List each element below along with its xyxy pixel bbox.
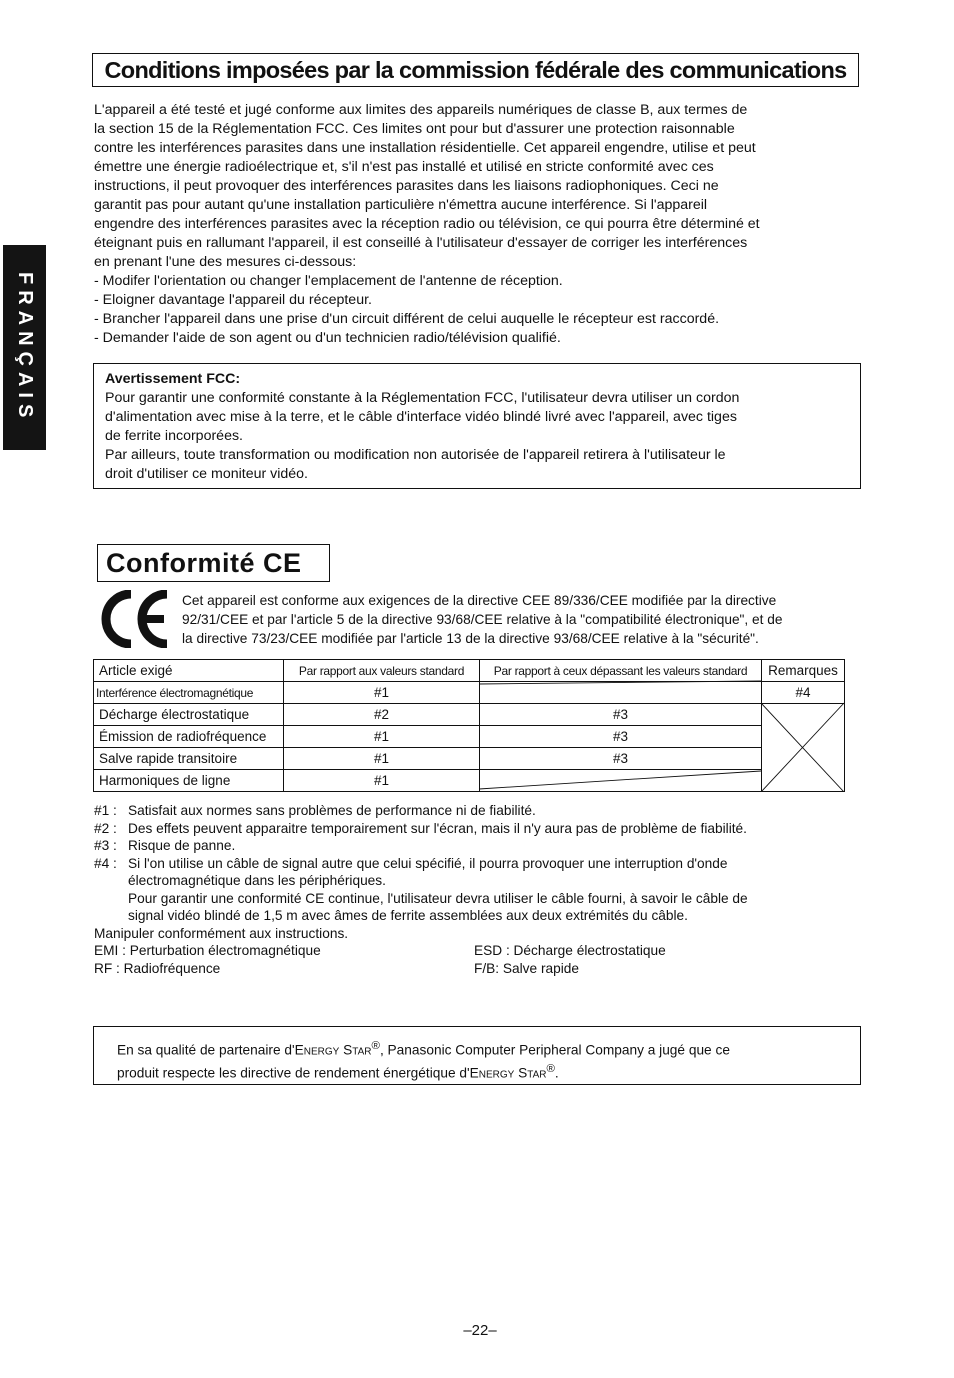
fcc-section-title: Conditions imposées par la commission fédérale des communications bbox=[92, 53, 859, 87]
table-cell-article: Décharge électrostatique bbox=[94, 704, 284, 726]
fcc-paragraph-line: garantit pas pour autant qu'une installation particulière n'émettra aucune interférence. Si l'appareil bbox=[94, 197, 708, 213]
fcc-measure-item: - Eloigner davantage l'appareil du récepteur. bbox=[94, 292, 372, 308]
table-cell-exceeding: #3 bbox=[480, 748, 762, 770]
note-continuation: électromagnétique dans les périphériques. bbox=[128, 873, 386, 888]
fcc-warning-line: Par ailleurs, toute transformation ou modification non autorisée de l'appareil retirera à l'utilisateur le bbox=[105, 447, 726, 463]
table-cell-article: Harmoniques de ligne bbox=[94, 770, 284, 792]
note-text: Si l'on utilise un câble de signal autre que celui spécifié, il pourra provoquer une interruption d'onde bbox=[128, 855, 728, 871]
table-cell-article: Émission de radiofréquence bbox=[94, 726, 284, 748]
note-text: Des effets peuvent apparaitre temporairement sur l'écran, mais il n'y aura pas de problème de fiabilité. bbox=[128, 820, 747, 836]
note-text: Satisfait aux normes sans problèmes de performance ni de fiabilité. bbox=[128, 803, 536, 818]
fcc-warning-line: droit d'utiliser ce moniteur vidéo. bbox=[105, 466, 309, 482]
table-cell-exceeding: #3 bbox=[480, 726, 762, 748]
table-cell-article: Interférence électromagnétique bbox=[94, 682, 284, 704]
energy-star-text: produit respecte les directive de rendement énergétique d' bbox=[117, 1065, 470, 1081]
table-cell-article: Salve rapide transitoire bbox=[94, 748, 284, 770]
fcc-paragraph-line: L'appareil a été testé et jugé conforme aux limites des appareils numériques de classe B, aux termes de bbox=[94, 102, 748, 118]
table-header-row bbox=[94, 660, 845, 682]
table-header-remarks: Remarques bbox=[762, 660, 845, 682]
abbreviation-row bbox=[94, 942, 864, 960]
table-cell-remarks: #4 bbox=[762, 682, 845, 704]
table-cell-remarks bbox=[762, 726, 845, 748]
table-cell-exceeding bbox=[480, 682, 762, 704]
ce-paragraph-line: Cet appareil est conforme aux exigences de la directive CEE 89/336/CEE modifiée par la directive bbox=[182, 593, 777, 608]
ce-mark-logo bbox=[97, 590, 175, 648]
fcc-warning-box bbox=[93, 363, 861, 489]
fcc-paragraph-line: éteignant puis en rallumant l'appareil, il est conseillé à l'utilisateur d'essayer de corriger les interférences bbox=[94, 235, 748, 251]
manipulate-note: Manipuler conformément aux instructions. bbox=[94, 925, 349, 941]
note-key: #2 : bbox=[94, 820, 117, 836]
energy-star-brand: Energy Star bbox=[294, 1042, 372, 1058]
table-row bbox=[94, 682, 845, 704]
energy-star-brand: Energy Star bbox=[469, 1065, 547, 1081]
table-row bbox=[94, 704, 845, 726]
note-item bbox=[94, 837, 864, 855]
energy-star-text: En sa qualité de partenaire d' bbox=[117, 1042, 295, 1058]
energy-star-line bbox=[117, 1060, 860, 1083]
fcc-paragraph-line: la section 15 de la Réglementation FCC. Ces limites ont pour but d'assurer une protection raisonnable bbox=[94, 121, 735, 137]
fcc-measure-item: - Brancher l'appareil dans une prise d'un circuit différent de celui auquelle le récepteur est raccordé. bbox=[94, 311, 720, 327]
page-number: –22– bbox=[463, 1322, 497, 1339]
abbreviation-esd: ESD : Décharge électrostatique bbox=[474, 943, 666, 958]
fcc-paragraph-line: engendre des interférences parasites avec la réception radio ou télévision, ce qui pourra être déterminé et bbox=[94, 216, 760, 232]
table-header-article: Article exigé bbox=[94, 660, 284, 682]
fcc-paragraph-line: en prenant l'une des mesures ci-dessous: bbox=[94, 254, 357, 270]
note-item bbox=[94, 855, 864, 873]
fcc-warning-heading: Avertissement FCC: bbox=[105, 371, 241, 387]
abbreviation-row bbox=[94, 960, 864, 978]
fcc-paragraph-line: instructions, il peut provoquer des interférences parasites dans les liaisons radiophoniques. Ceci ne bbox=[94, 178, 719, 194]
language-side-tab bbox=[3, 245, 46, 450]
table-cell-remarks bbox=[762, 770, 845, 792]
note-key: #3 : bbox=[94, 838, 117, 853]
ce-paragraph-line: la directive 73/23/CEE modifiée par l'article 13 de la directive 93/68/CEE relative à la "sécurité". bbox=[182, 631, 759, 646]
abbreviation-emi: EMI : Perturbation électromagnétique bbox=[94, 943, 321, 958]
ce-requirements-table bbox=[93, 659, 845, 792]
fcc-measure-item: - Demander l'aide de son agent ou d'un technicien radio/télévision qualifié. bbox=[94, 330, 561, 346]
registered-mark: ® bbox=[371, 1040, 380, 1052]
fcc-paragraph-line: contre les interférences parasites dans une installation résidentielle. Cet appareil engendre, utilise et peut bbox=[94, 140, 756, 156]
energy-star-box bbox=[93, 1026, 861, 1085]
energy-star-text: , Panasonic Computer Peripheral Company a jugé que ce bbox=[379, 1042, 730, 1058]
registered-mark: ® bbox=[546, 1062, 555, 1075]
note-continuation: Pour garantir une conformité CE continue, l'utilisateur devra utiliser le câble fourni, à savoir le câble de bbox=[128, 890, 748, 906]
note-continuation: signal vidéo blindé de 1,5 m avec âmes de ferrite assemblées aux deux extrémités du câble. bbox=[128, 908, 688, 923]
energy-star-text: . bbox=[554, 1065, 559, 1081]
table-cell-standard: #1 bbox=[284, 770, 480, 792]
ce-notes bbox=[94, 802, 864, 977]
abbreviation-fb: F/B: Salve rapide bbox=[474, 960, 579, 976]
language-side-tab-label: FRANÇAIS bbox=[14, 271, 36, 424]
note-item bbox=[94, 820, 864, 838]
note-key: #4 : bbox=[94, 855, 117, 871]
note-key: #1 : bbox=[94, 803, 117, 818]
fcc-warning-line: Pour garantir une conformité constante à la Réglementation FCC, l'utilisateur devra utiliser un cordon bbox=[105, 390, 740, 406]
ce-section-title: Conformité CE bbox=[97, 544, 330, 582]
table-cell-remarks bbox=[762, 704, 845, 726]
note-text: Risque de panne. bbox=[128, 838, 236, 853]
fcc-warning-line: de ferrite incorporées. bbox=[105, 428, 244, 444]
note-item bbox=[94, 802, 864, 820]
table-cell-exceeding: #3 bbox=[480, 704, 762, 726]
fcc-warning-line: d'alimentation avec mise à la terre, et le câble d'interface vidéo blindé livré avec l'appareil, avec tiges bbox=[105, 409, 737, 425]
table-row bbox=[94, 726, 845, 748]
table-cell-standard: #2 bbox=[284, 704, 480, 726]
fcc-paragraph bbox=[94, 101, 864, 272]
energy-star-line bbox=[117, 1037, 860, 1060]
ce-paragraph-line: 92/31/CEE et par l'article 5 de la directive 93/68/CEE relative à la "compatibilité électronique", et de bbox=[182, 612, 783, 627]
table-header-exceeding: Par rapport à ceux dépassant les valeurs standard bbox=[480, 660, 762, 682]
fcc-measures-list bbox=[94, 272, 864, 348]
table-row bbox=[94, 770, 845, 792]
table-row bbox=[94, 748, 845, 770]
table-cell-remarks bbox=[762, 748, 845, 770]
abbreviation-rf: RF : Radiofréquence bbox=[94, 960, 221, 976]
table-cell-standard: #1 bbox=[284, 748, 480, 770]
fcc-measure-item: - Modifer l'orientation ou changer l'emplacement de l'antenne de réception. bbox=[94, 273, 563, 289]
ce-paragraph bbox=[182, 591, 862, 648]
table-header-standard: Par rapport aux valeurs standard bbox=[284, 660, 480, 682]
table-cell-standard: #1 bbox=[284, 726, 480, 748]
fcc-paragraph-line: émettre une énergie radioélectrique et, s'il n'est pas installé et utilisé en stricte conformité avec ces bbox=[94, 159, 714, 175]
table-cell-exceeding bbox=[480, 770, 762, 792]
table-cell-standard: #1 bbox=[284, 682, 480, 704]
